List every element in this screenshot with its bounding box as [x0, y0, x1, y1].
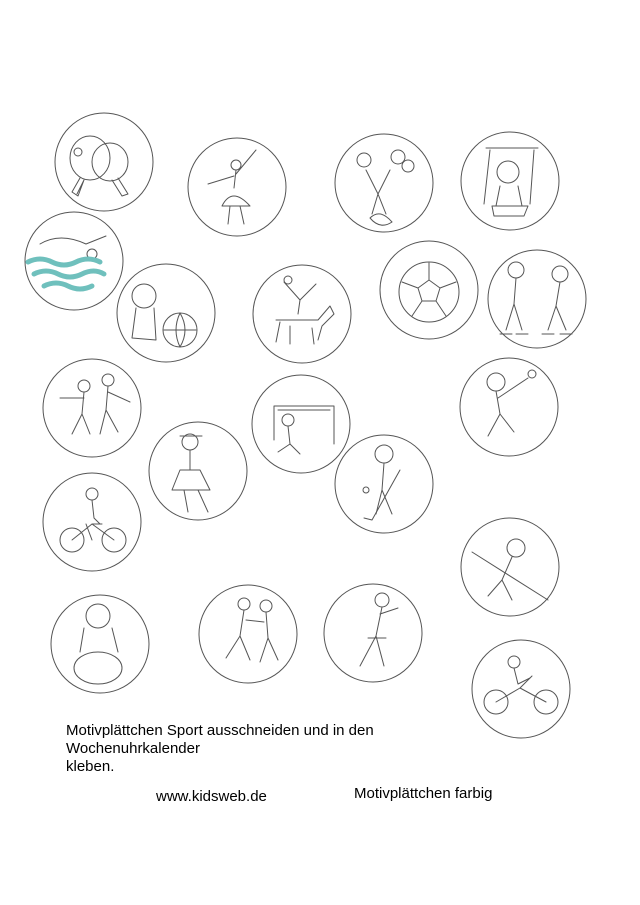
karate-icon — [360, 593, 398, 666]
disc-inline-skating — [488, 250, 586, 348]
disc-swing — [461, 132, 559, 230]
disc-folk-dance — [149, 422, 247, 520]
dancing-kids-icon — [60, 374, 130, 434]
disc-soccer-ball — [380, 241, 478, 339]
judo-icon — [226, 598, 278, 662]
disc-karate — [324, 584, 422, 682]
website-link[interactable]: www.kidsweb.de — [156, 788, 267, 805]
swimmer-icon — [28, 236, 106, 289]
disc-table-tennis — [55, 113, 153, 211]
climber-icon — [472, 539, 548, 600]
disc-judo — [199, 585, 297, 683]
ballet-dancer-icon — [208, 150, 256, 224]
inline-skaters-icon — [500, 262, 572, 334]
instruction-line: Wochenuhrkalender — [66, 740, 200, 757]
disc-beach-ball — [117, 264, 215, 362]
instruction-line: Motivplättchen Sport ausschneiden und in den — [66, 722, 374, 739]
goalkeeper-icon — [274, 406, 334, 454]
swing-icon — [484, 148, 538, 216]
table-tennis-icon — [70, 136, 128, 196]
color-note: Motivplättchen farbig — [354, 785, 493, 802]
disc-ballet — [188, 138, 286, 236]
horse-vaulting-icon — [276, 276, 334, 344]
disc-gym-ball — [51, 595, 149, 693]
disc-hockey-goal — [252, 375, 350, 473]
disc-field-hockey — [335, 435, 433, 533]
gym-ball-icon — [74, 604, 122, 684]
disc-dance-pair — [43, 359, 141, 457]
soccer-ball-icon — [399, 262, 459, 322]
instruction-line: kleben. — [66, 758, 115, 775]
cyclist-icon — [60, 488, 126, 552]
disc-cycling — [43, 473, 141, 571]
beach-ball-icon — [132, 284, 197, 347]
disc-bmx — [472, 640, 570, 738]
disc-handball — [460, 358, 558, 456]
instruction-text — [66, 722, 374, 776]
gymnastics-rings-icon — [357, 150, 414, 225]
hockey-player-icon — [363, 445, 400, 520]
disc-swimming — [25, 212, 123, 310]
handball-player-icon — [487, 370, 536, 436]
disc-horse-riding — [253, 265, 351, 363]
folk-dancer-icon — [172, 434, 210, 512]
bmx-rider-icon — [484, 656, 558, 714]
disc-rings — [335, 134, 433, 232]
disc-climbing — [461, 518, 559, 616]
